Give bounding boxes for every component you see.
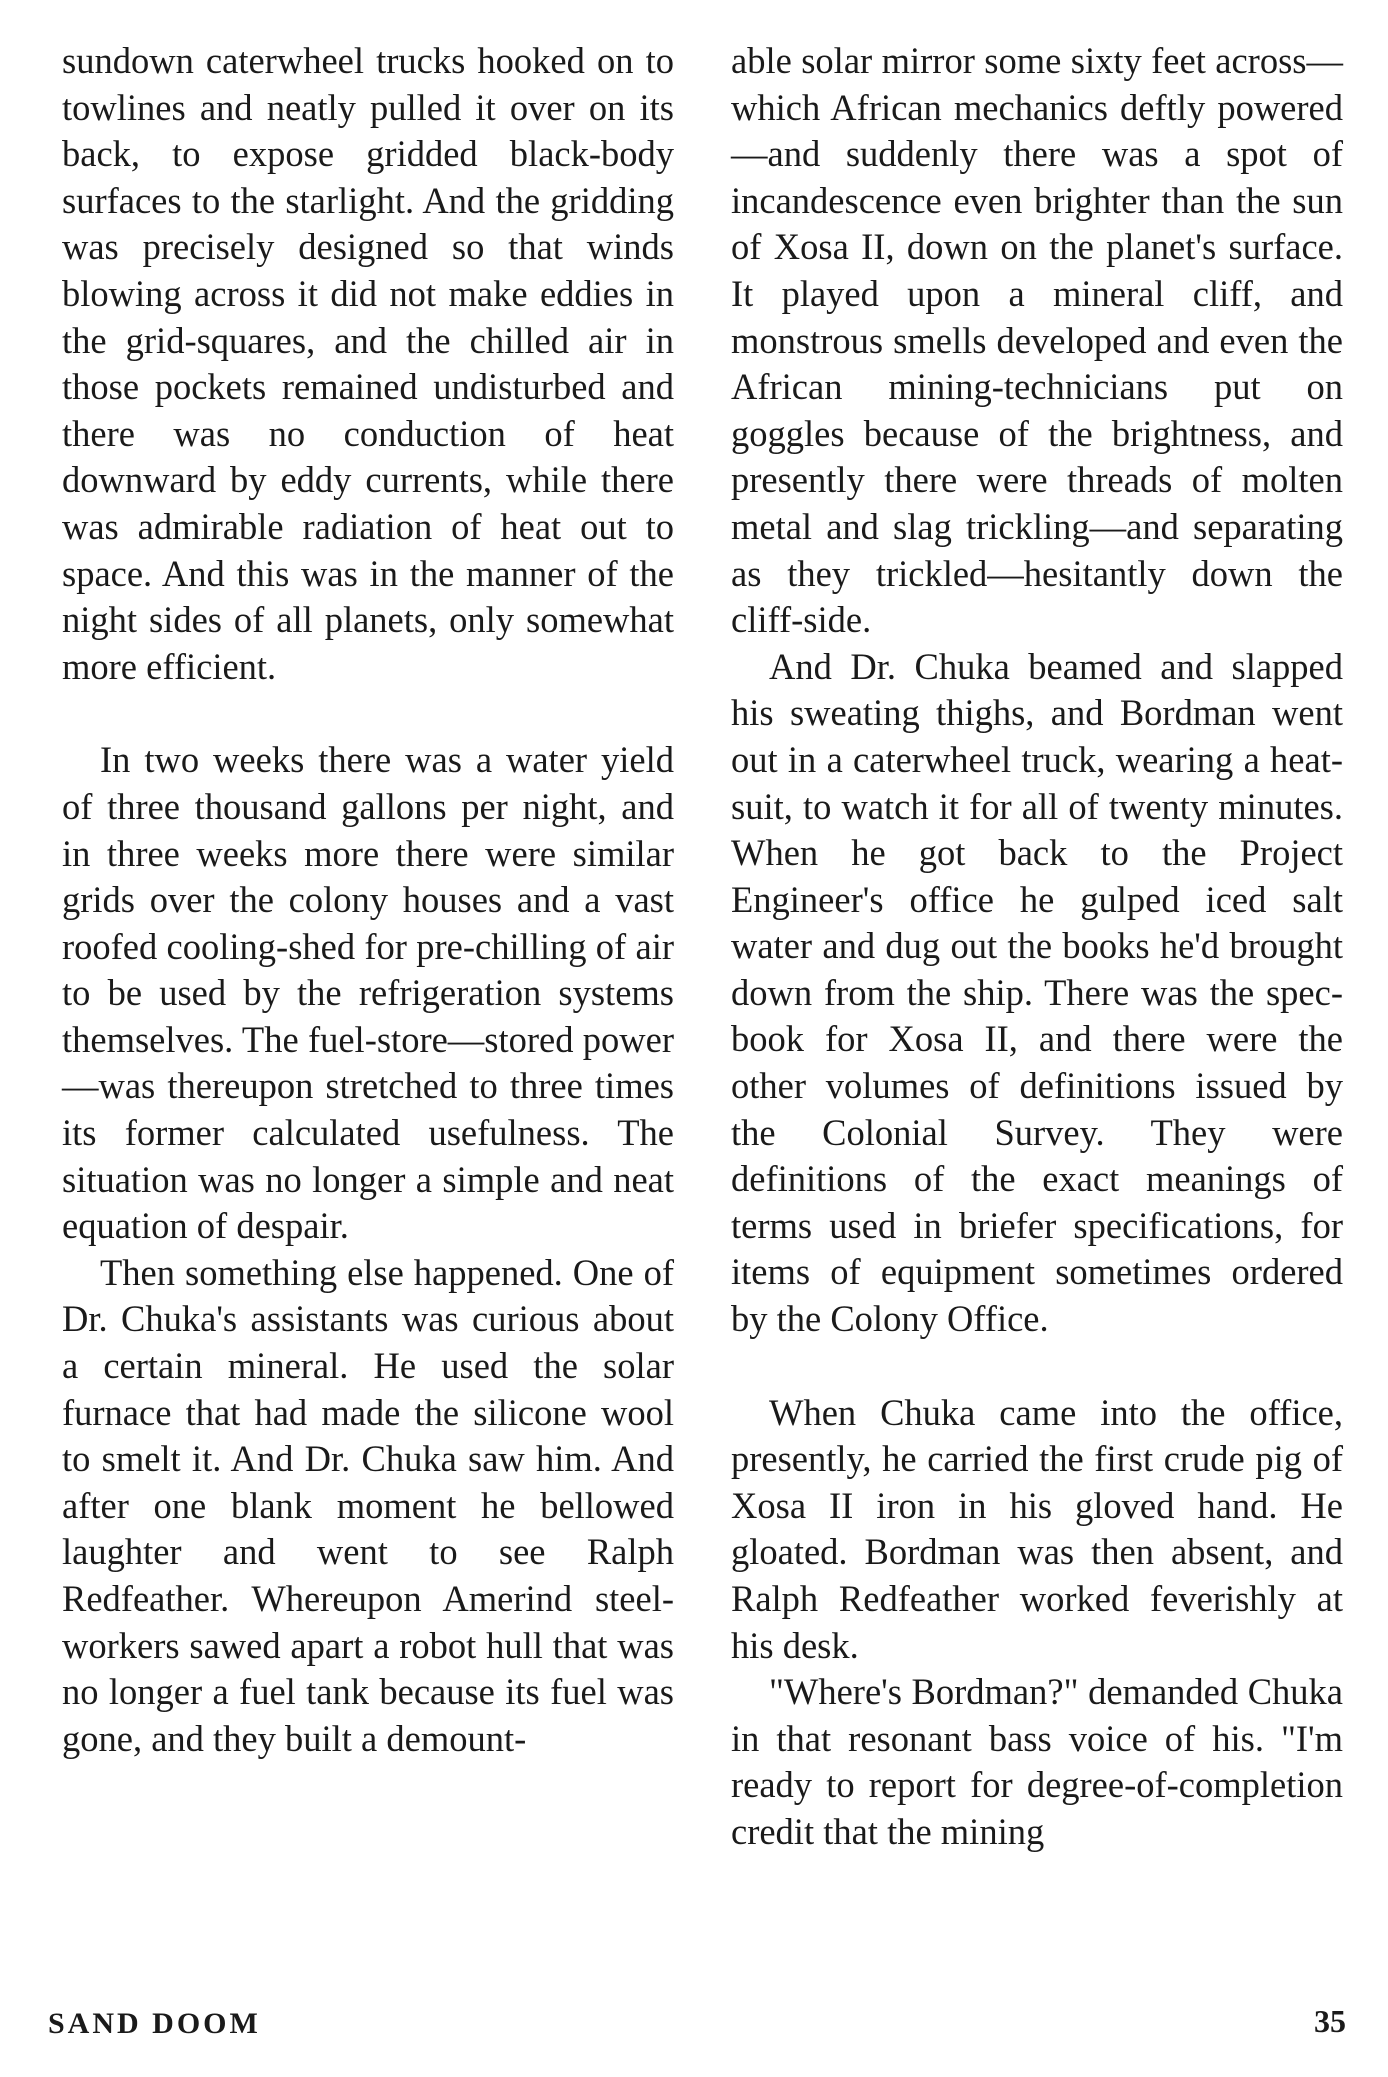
paragraph: "Where's Bordman?" demanded Chuka in that resonant bass voice of his. "I'm ready to report for degree-of-completion credit that the mining xyxy=(731,1671,1343,1852)
paragraph: able solar mirror some sixty feet across—which African mechanics deftly powered—and suddenly there was a spot of incandescence even brighter than the sun of Xosa II, down on the planet's surface. It played upon a mineral cliff, and monstrous smells developed and even the African mining-technicians put on goggles because of the brightness, and presently there were threads of molten metal and slag trickling—and separating as they trickled—hesitantly down the cliff-side. xyxy=(731,40,1343,641)
paragraph: And Dr. Chuka beamed and slapped his sweating thighs, and Bordman went out in a caterwheel truck, wearing a heat-suit, to watch it for all of twenty minutes. When he got back to the Project Engineer's office he gulped iced salt water and dug out the books he'd brought down from the ship. There was the spec-book for Xosa II, and there were the other volumes of definitions issued by the Colonial Survey. They were definitions of the exact meanings of terms used in briefer specifications, for items of equipment sometimes ordered by the Colony Office. xyxy=(731,645,1343,1340)
left-text-column xyxy=(62,38,674,1762)
paragraph: Then something else happened. One of Dr. Chuka's assistants was curious about a certain mineral. He used the solar furnace that had made the silicone wool to smelt it. And Dr. Chuka saw him. And after one blank moment he bellowed laughter and went to see Ralph Redfeather. Whereupon Amerind steel-workers sawed apart a robot hull that was no longer a fuel tank because its fuel was gone, and they built a demount- xyxy=(62,1251,674,1759)
right-text-column xyxy=(731,38,1343,1856)
paragraph: sundown caterwheel trucks hooked on to towlines and neatly pulled it over on its back, to expose gridded black-body surfaces to the starlight. And the gridding was precisely designed so that winds blowing across it did not make eddies in the grid-squares, and the chilled air in those pockets remained undisturbed and there was no conduction of heat downward by eddy currents, while there was admirable radiation of heat out to space. And this was in the manner of the night sides of all planets, only somewhat more efficient. xyxy=(62,40,674,687)
page-number: 35 xyxy=(1314,2003,1346,2039)
paragraph: When Chuka came into the office, presently, he carried the first crude pig of Xosa II iron in his gloved hand. He gloated. Bordman was then absent, and Ralph Redfeather worked feverishly at his desk. xyxy=(731,1391,1343,1666)
running-title: SAND DOOM xyxy=(48,2007,261,2040)
paragraph: In two weeks there was a water yield of three thousand gallons per night, and in three weeks more there were similar grids over the colony houses and a vast roofed cooling-shed for pre-chilling of air to be used by the refrigeration systems themselves. The fuel-store—stored power—was thereupon stretched to three times its former calculated usefulness. The situation was no longer a simple and neat equation of despair. xyxy=(62,739,674,1247)
